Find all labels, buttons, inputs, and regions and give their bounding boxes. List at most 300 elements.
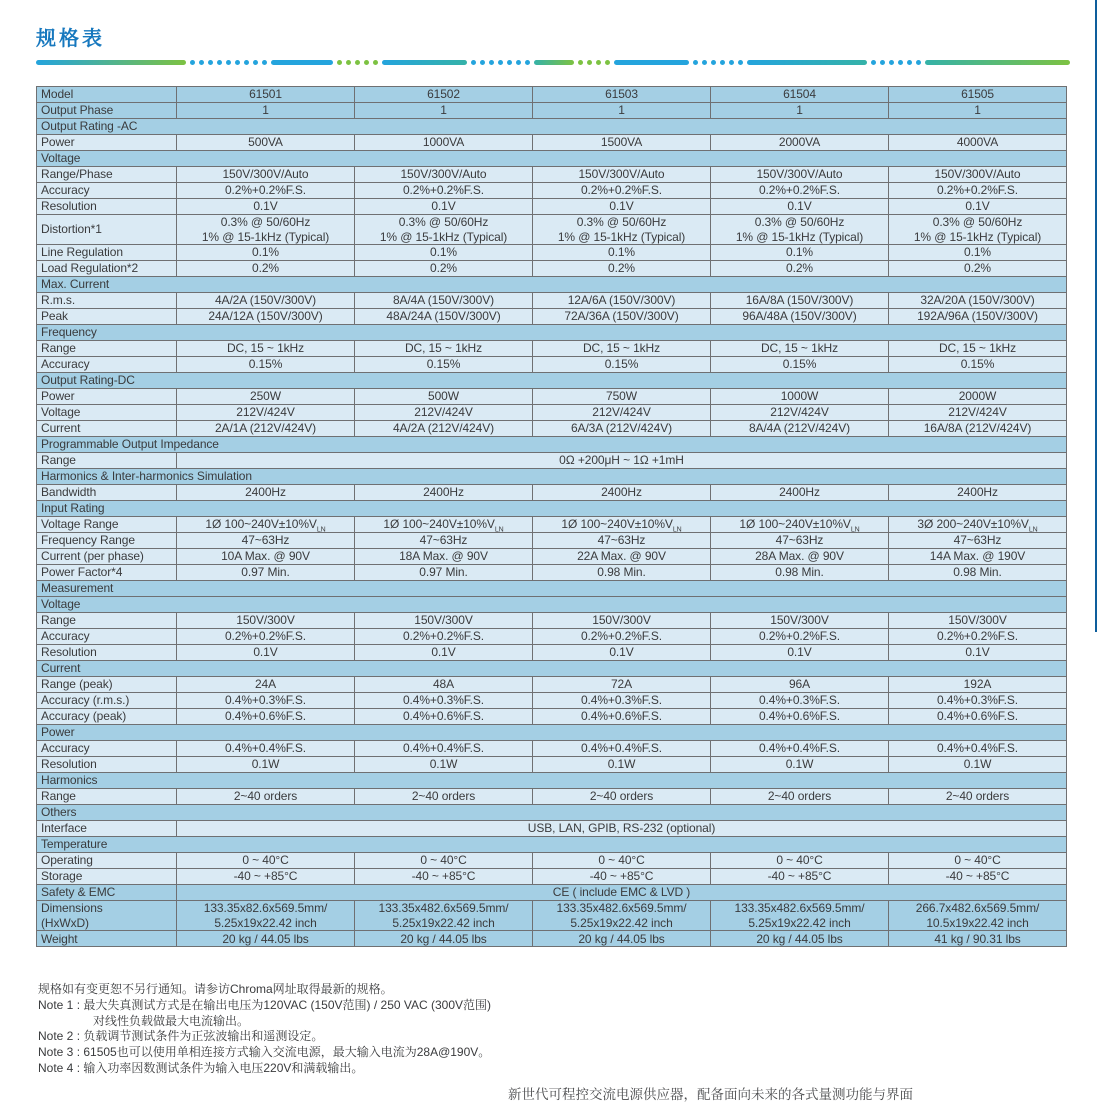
cell-value: 0 ~ 40°C [355,853,533,869]
cell-value: 0.4%+0.3%F.S. [177,693,355,709]
cell-value: 20 kg / 44.05 lbs [177,931,355,947]
cell-value: 20 kg / 44.05 lbs [533,931,711,947]
row-label: Accuracy [37,629,177,645]
cell-value: 32A/20A (150V/300V) [889,293,1067,309]
row-label: Current (per phase) [37,549,177,565]
cell-value: 0.1% [889,245,1067,261]
ornament-dot [244,60,249,65]
cell-value: 500VA [177,135,355,151]
ornament-bar [534,60,574,65]
cell-value: 61504 [711,87,889,103]
section-label: Temperature [37,837,1067,853]
section-row [37,773,1067,789]
row-label: Weight [37,931,177,947]
table-row [37,517,1067,533]
cell-value: 2400Hz [355,485,533,501]
note-line: 规格如有变更恕不另行通知。请参访Chroma网址取得最新的规格。 [38,982,393,996]
ornament-dot [605,60,610,65]
cell-value: 0.1W [889,757,1067,773]
cell-value: 0.1% [355,245,533,261]
table-row [37,405,1067,421]
cell-value: 14A Max. @ 190V [889,549,1067,565]
cell-value: 0.2%+0.2%F.S. [889,629,1067,645]
row-label: Range [37,789,177,805]
table-row [37,645,1067,661]
page-title: 规格表 [36,28,105,50]
cell-value: 61502 [355,87,533,103]
cell-value: 212V/424V [711,405,889,421]
cell-value: 0.98 Min. [711,565,889,581]
cell-value: 0.4%+0.3%F.S. [355,693,533,709]
ornament-dot [702,60,707,65]
table-row [37,389,1067,405]
cell-value: 22A Max. @ 90V [533,549,711,565]
cell-value: 72A/36A (150V/300V) [533,309,711,325]
cell-value: 24A [177,677,355,693]
cell-value: 2~40 orders [177,789,355,805]
section-row [37,837,1067,853]
cell-value: 750W [533,389,711,405]
section-row [37,119,1067,135]
cell-value: 0.3% @ 50/60Hz 1% @ 15-1kHz (Typical) [177,215,355,245]
table-row [37,135,1067,151]
cell-value: 150V/300V/Auto [177,167,355,183]
note-line: Note 3 : 61505也可以使用单相连接方式输入交流电源，最大输入电流为28A@190V。 [38,1045,491,1060]
cell-value: -40 ~ +85°C [889,869,1067,885]
cell-value: 0.4%+0.3%F.S. [889,693,1067,709]
ornament-bar [747,60,867,65]
cell-value: 1 [533,103,711,119]
cell-value: 0.1V [889,199,1067,215]
cell-value: DC, 15 ~ 1kHz [889,341,1067,357]
cell-value: 6A/3A (212V/424V) [533,421,711,437]
cell-value: 0.1% [177,245,355,261]
table-row [37,885,1067,901]
row-label: Voltage Range [37,517,177,533]
cell-value: 1Ø $100\sim 240V\pm 10\%V_{LN}$ [533,517,711,533]
row-label: Resolution [37,199,177,215]
row-label: Resolution [37,645,177,661]
table-row [37,293,1067,309]
cell-value: 0.4%+0.3%F.S. [533,693,711,709]
cell-value: 212V/424V [889,405,1067,421]
cell-value: 28A Max. @ 90V [711,549,889,565]
cell-value: 12A/6A (150V/300V) [533,293,711,309]
ornament-dot [226,60,231,65]
table-row [37,709,1067,725]
cell-value: 133.35x482.6x569.5mm/ 5.25x19x22.42 inch [711,901,889,931]
ornament-dot [190,60,195,65]
cell-value: 2000VA [711,135,889,151]
table-row [37,183,1067,199]
cell-value: 0.2%+0.2%F.S. [711,629,889,645]
cell-value: 0.4%+0.6%F.S. [711,709,889,725]
table-row [37,199,1067,215]
section-row [37,151,1067,167]
cell-value: 212V/424V [533,405,711,421]
cell-value: 96A/48A (150V/300V) [711,309,889,325]
table-row [37,453,1067,469]
note-line: Note 4 : 输入功率因数测试条件为输入电压220V和满载输出。 [38,1060,364,1075]
row-value-span: CE ( include EMC & LVD ) [177,885,1067,901]
cell-value: 150V/300V [889,613,1067,629]
cell-value: 16A/8A (150V/300V) [711,293,889,309]
cell-value: 250W [177,389,355,405]
cell-value: -40 ~ +85°C [711,869,889,885]
cell-value: DC, 15 ~ 1kHz [355,341,533,357]
section-label: Max. Current [37,277,1067,293]
table-row [37,261,1067,277]
cell-value: 0.15% [889,357,1067,373]
row-label: Resolution [37,757,177,773]
row-label: Range/Phase [37,167,177,183]
table-row [37,565,1067,581]
ornament-dot-run [471,60,530,65]
ornament-dot [337,60,342,65]
cell-value: 20 kg / 44.05 lbs [355,931,533,947]
table-row [37,741,1067,757]
cell-value: 2~40 orders [533,789,711,805]
row-value-span: 0Ω +200μH ~ 1Ω +1mH [177,453,1067,469]
row-label: Range (peak) [37,677,177,693]
cell-value: 72A [533,677,711,693]
row-label: Accuracy (peak) [37,709,177,725]
cell-value: 0.1V [711,199,889,215]
cell-value: 0.1V [355,645,533,661]
row-label: Range [37,341,177,357]
ornament-dot [587,60,592,65]
cell-value: 0.2% [355,261,533,277]
cell-value: DC, 15 ~ 1kHz [533,341,711,357]
cell-value: 2A/1A (212V/424V) [177,421,355,437]
table-row [37,869,1067,885]
ornament-dot [525,60,530,65]
cell-value: 0.1% [711,245,889,261]
row-label: Accuracy [37,183,177,199]
cell-value: 0.15% [533,357,711,373]
cell-value: 0.2%+0.2%F.S. [177,629,355,645]
cell-value: 0.1V [355,199,533,215]
cell-value: 0.2%+0.2%F.S. [889,183,1067,199]
section-label: Others [37,805,1067,821]
cell-value: 18A Max. @ 90V [355,549,533,565]
cell-value: 0 ~ 40°C [711,853,889,869]
row-label: Peak [37,309,177,325]
section-row [37,805,1067,821]
ornament-dot [471,60,476,65]
cell-value: 133.35x482.6x569.5mm/ 5.25x19x22.42 inch [355,901,533,931]
cell-value: 47~63Hz [889,533,1067,549]
row-label: Frequency Range [37,533,177,549]
cell-value: 61503 [533,87,711,103]
row-label: Interface [37,821,177,837]
section-row [37,325,1067,341]
section-row [37,469,1067,485]
cell-value: 0.1V [889,645,1067,661]
decorative-gradient-rule [36,59,1066,65]
cell-value: 96A [711,677,889,693]
cell-value: 150V/300V/Auto [533,167,711,183]
section-label: Harmonics & Inter-harmonics Simulation [37,469,1067,485]
cell-value: 0.1W [177,757,355,773]
section-row [37,581,1067,597]
cell-value: 192A/96A (150V/300V) [889,309,1067,325]
cell-value: 47~63Hz [177,533,355,549]
section-row [37,661,1067,677]
cell-value: DC, 15 ~ 1kHz [711,341,889,357]
table-row [37,533,1067,549]
cell-value: 0.4%+0.4%F.S. [711,741,889,757]
section-row [37,597,1067,613]
table-row [37,853,1067,869]
section-label: Measurement [37,581,1067,597]
cell-value: 0.4%+0.3%F.S. [711,693,889,709]
section-row [37,725,1067,741]
cell-value: 2400Hz [177,485,355,501]
cell-value: 212V/424V [177,405,355,421]
note-line: Note 1 : 最大失真测试方式是在输出电压为120VAC (150V范围) / 250 VAC (300V范围) [38,997,492,1012]
cell-value: 4000VA [889,135,1067,151]
row-label: Range [37,613,177,629]
cell-value: -40 ~ +85°C [355,869,533,885]
cell-value: 61501 [177,87,355,103]
cell-value: 150V/300V [711,613,889,629]
section-label: Input Rating [37,501,1067,517]
cell-value: 47~63Hz [533,533,711,549]
page-edge-rule [1095,0,1097,632]
cell-value: 0.2%+0.2%F.S. [355,629,533,645]
table-row [37,901,1067,931]
cell-value: 41 kg / 90.31 lbs [889,931,1067,947]
ornament-dot [729,60,734,65]
cell-value: 2~40 orders [355,789,533,805]
ornament-bar [271,60,333,65]
cell-value: 266.7x482.6x569.5mm/ 10.5x19x22.42 inch [889,901,1067,931]
ornament-dot [489,60,494,65]
row-label: Current [37,421,177,437]
cell-value: 150V/300V [177,613,355,629]
ornament-dot [217,60,222,65]
cell-value: 1Ø $100\sim 240V\pm 10\%V_{LN}$ [355,517,533,533]
cell-value: 1 [355,103,533,119]
note-line: Note 2 : 负载调节测试条件为正弦波输出和遥测设定。 [38,1029,324,1044]
ornament-dot [711,60,716,65]
cell-value: 0.2%+0.2%F.S. [711,183,889,199]
cell-value: 0.2%+0.2%F.S. [533,183,711,199]
cell-value: 47~63Hz [711,533,889,549]
table-row [37,215,1067,245]
section-label: Voltage [37,597,1067,613]
cell-value: 16A/8A (212V/424V) [889,421,1067,437]
row-label: Accuracy [37,741,177,757]
row-label: R.m.s. [37,293,177,309]
cell-value: 0.1V [177,645,355,661]
cell-value: 0.1W [355,757,533,773]
cell-value: 1000VA [355,135,533,151]
row-label: Bandwidth [37,485,177,501]
section-row [37,501,1067,517]
cell-value: 1Ø $100\sim 240V\pm 10\%V_{LN}$ [177,517,355,533]
ornament-dot [916,60,921,65]
cell-value: 0.3% @ 50/60Hz 1% @ 15-1kHz (Typical) [711,215,889,245]
ornament-bar [925,60,1070,65]
ornament-bar [36,60,186,65]
cell-value: 0.2% [177,261,355,277]
cell-value: 0.2% [533,261,711,277]
cell-value: 2400Hz [711,485,889,501]
ornament-dot [199,60,204,65]
section-row [37,373,1067,389]
ornament-dot [507,60,512,65]
cell-value: 1000W [711,389,889,405]
row-label: Accuracy [37,357,177,373]
spec-table-body [37,87,1067,947]
cell-value: 0.3% @ 50/60Hz 1% @ 15-1kHz (Typical) [355,215,533,245]
cell-value: 0.4%+0.4%F.S. [177,741,355,757]
cell-value: 0.3% @ 50/60Hz 1% @ 15-1kHz (Typical) [533,215,711,245]
ornament-dot-run [337,60,378,65]
ornament-dot [889,60,894,65]
row-label: Operating [37,853,177,869]
cell-value: 0.4%+0.4%F.S. [533,741,711,757]
cell-value: 212V/424V [355,405,533,421]
cell-value: 0.2%+0.2%F.S. [533,629,711,645]
table-row [37,341,1067,357]
ornament-dot-run [578,60,610,65]
ornament-dot [480,60,485,65]
cell-value: 1Ø $100\sim 240V\pm 10\%V_{LN}$ [711,517,889,533]
ornament-dot [871,60,876,65]
section-row [37,437,1067,453]
cell-value: -40 ~ +85°C [533,869,711,885]
ornament-dot [262,60,267,65]
footnotes [38,982,758,1077]
cell-value: 2400Hz [533,485,711,501]
section-row [37,277,1067,293]
row-label: Accuracy (r.m.s.) [37,693,177,709]
cell-value: 20 kg / 44.05 lbs [711,931,889,947]
table-row [37,357,1067,373]
cell-value: 0.97 Min. [355,565,533,581]
cell-value: 48A [355,677,533,693]
note-line: 对线性负载做最大电流输出。 [93,1013,250,1028]
table-row [37,421,1067,437]
cell-value: 0.4%+0.6%F.S. [355,709,533,725]
section-label: Power [37,725,1067,741]
row-label: Power Factor*4 [37,565,177,581]
cell-value: 0.2%+0.2%F.S. [177,183,355,199]
cell-value: 2400Hz [889,485,1067,501]
table-row [37,677,1067,693]
table-row [37,613,1067,629]
cell-value: 0.1% [533,245,711,261]
ornament-dot-run [693,60,743,65]
cell-value: 0.15% [177,357,355,373]
section-label: Voltage [37,151,1067,167]
ornament-dot [364,60,369,65]
ornament-dot [253,60,258,65]
ornament-dot [516,60,521,65]
row-label: Output Phase [37,103,177,119]
table-row [37,821,1067,837]
ornament-dot-run [871,60,921,65]
ornament-dot-run [190,60,267,65]
table-row [37,167,1067,183]
row-label: Line Regulation [37,245,177,261]
cell-value: 8A/4A (150V/300V) [355,293,533,309]
cell-value: 150V/300V/Auto [889,167,1067,183]
cell-value: 150V/300V [533,613,711,629]
cell-value: 0.4%+0.4%F.S. [889,741,1067,757]
cell-value: 133.35x82.6x569.5mm/ 5.25x19x22.42 inch [177,901,355,931]
row-label: Dimensions (HxWxD) [37,901,177,931]
table-row [37,931,1067,947]
section-label: Frequency [37,325,1067,341]
cell-value: 0.15% [711,357,889,373]
section-label: Current [37,661,1067,677]
cell-value: 1 [889,103,1067,119]
ornament-dot [578,60,583,65]
row-label: Distortion*1 [37,215,177,245]
ornament-bar [382,60,467,65]
cell-value: 61505 [889,87,1067,103]
cell-value: 2~40 orders [889,789,1067,805]
row-label: Storage [37,869,177,885]
cell-value: 2000W [889,389,1067,405]
cell-value: 150V/300V/Auto [711,167,889,183]
table-row [37,549,1067,565]
cell-value: 0.1W [711,757,889,773]
ornament-dot [373,60,378,65]
table-row [37,485,1067,501]
cell-value: 0 ~ 40°C [889,853,1067,869]
cell-value: 2~40 orders [711,789,889,805]
cell-value: 0.2% [711,261,889,277]
cell-value: 0.4%+0.4%F.S. [355,741,533,757]
cell-value: 0 ~ 40°C [177,853,355,869]
section-label: Output Rating-DC [37,373,1067,389]
cell-value: 0.4%+0.6%F.S. [533,709,711,725]
cell-value: 47~63Hz [355,533,533,549]
ornament-dot [738,60,743,65]
table-row [37,245,1067,261]
row-label: Range [37,453,177,469]
cell-value: 4A/2A (212V/424V) [355,421,533,437]
section-label: Output Rating -AC [37,119,1067,135]
cell-value: 500W [355,389,533,405]
cell-value: DC, 15 ~ 1kHz [177,341,355,357]
cell-value: 0.1V [533,199,711,215]
cell-value: 0.1V [533,645,711,661]
ornament-dot [498,60,503,65]
ornament-dot [235,60,240,65]
ornament-dot [898,60,903,65]
cell-value: -40 ~ +85°C [177,869,355,885]
row-label: Power [37,389,177,405]
table-row [37,103,1067,119]
cell-value: 48A/24A (150V/300V) [355,309,533,325]
cell-value: 0.1W [533,757,711,773]
cell-value: 0.3% @ 50/60Hz 1% @ 15-1kHz (Typical) [889,215,1067,245]
cell-value: 0.2% [889,261,1067,277]
cell-value: 0 ~ 40°C [533,853,711,869]
cell-value: 1 [711,103,889,119]
ornament-dot [907,60,912,65]
ornament-dot [355,60,360,65]
row-value-span: USB, LAN, GPIB, RS-232 (optional) [177,821,1067,837]
ornament-dot [346,60,351,65]
section-label: Harmonics [37,773,1067,789]
